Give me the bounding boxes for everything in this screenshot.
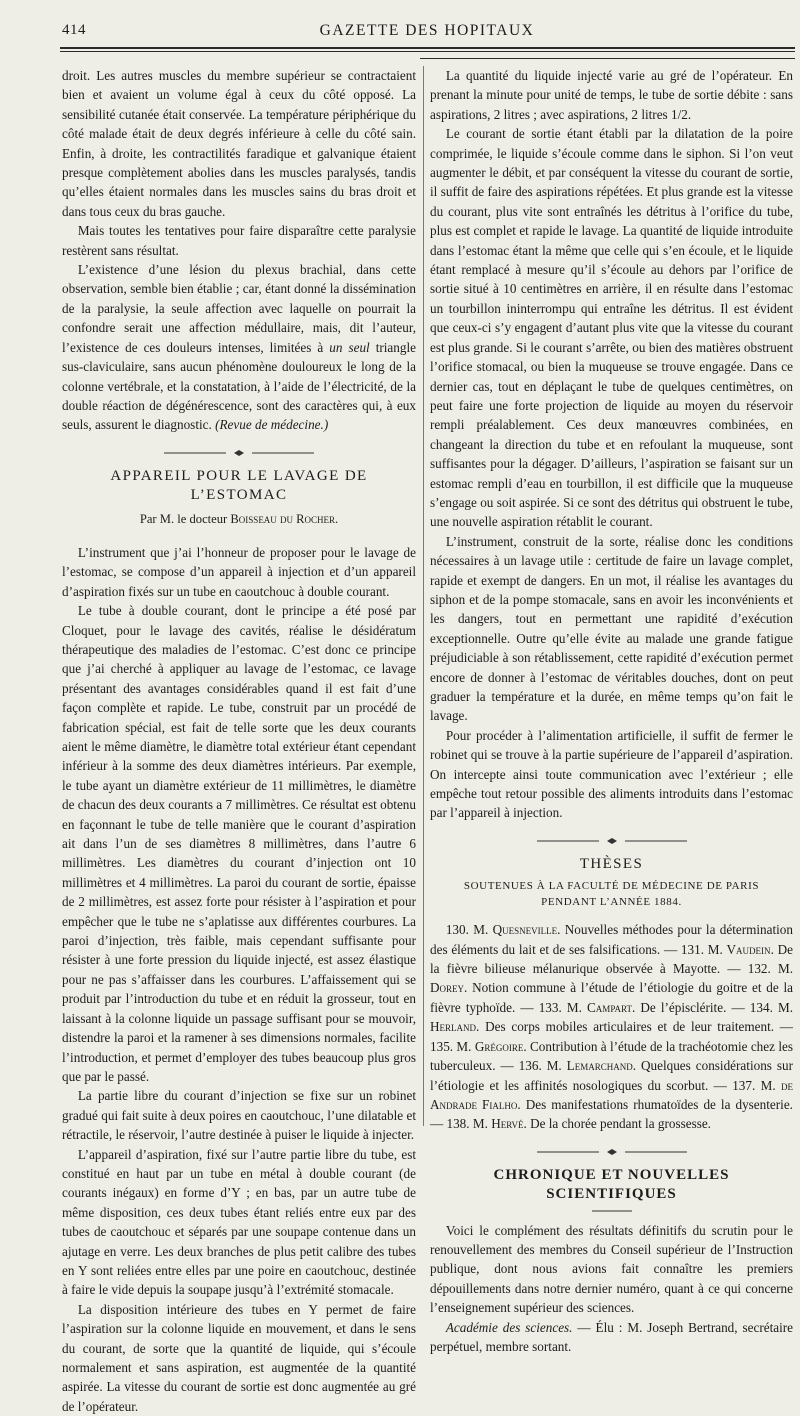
thesis-entry: 133. M. Campart. De l’épisclérite. —: [538, 999, 750, 1015]
thesis-number: 138.: [446, 1116, 470, 1132]
thesis-author: de Andrade Fialho: [430, 1077, 793, 1112]
column-separator: [423, 66, 424, 1126]
thesis-entry: 135. M. Grégoire. Contribution à l’étude de la trachéotomie chez les tuberculeux. —: [430, 1038, 793, 1074]
right-column: [430, 66, 793, 1356]
thesis-author: Hervé: [491, 1116, 524, 1132]
thesis-author: Vaudein: [726, 941, 771, 957]
header-rule-thin: [60, 51, 795, 52]
article-title: APPAREIL POUR LE LAVAGE DE L’ESTOMAC: [110, 467, 368, 504]
thesis-number: 134.: [749, 999, 773, 1015]
thesis-title: . Contribution à l’étude de la trachéotomie chez les tuberculeux. —: [430, 1038, 793, 1074]
paragraph: Le courant de sortie étant établi par la dilatation de la poire comprimée, le liquide s’écoule comme dans le siphon. Si l’on veut augmenter le débit, et par conséquent la vitesse du courant de sortie, il suffit de faire des aspirations répétées. Et plus grande est la vitesse du courant, plus vite sont entraînés les détritus à l’orifice du tube, plus est complet et rapide le lavage. La quantité de liquide introduite dans l’estomac étant la même que celle qui s’en écoule, et le liquide étant remplacé à mesure qu’il s’écoule au dehors par l’orifice de sortie situé à 10 centimètres en arrière, il en résulte dans l’estomac un tourbillon ininterrompu qui entraîne les détritus. Il est évident que ceux-ci s’y engagent d’autant plus vite que la vitesse du courant est plus grande. Si le courant s’arrête, ou bien des matières obstruent l’orifice stomacal, ou bien la muqueuse se trouve engagée. Dans ce dernier cas, tout en déplaçant le tube de quelques centimètres, on peut faire une forte projection de liquide au moyen du réservoir rempli préalablement. Ces deux manœuvres combinées, en changeant la direction du tube et en refoulant la muqueuse, sont suffisantes pour la dégager. D’ailleurs, l’aspiration se faisant sur un estomac rempli d’eau en tourbillon, il est difficile que la muqueuse s’engage ou soit aspirée. Si ce sont des détritus qui obstruent le tube, une nouvelle aspiration rétablit le courant.: [430, 126, 793, 530]
thesis-title: . Des manifestations rhumatoïdes de la dysenterie. —: [430, 1096, 793, 1132]
thesis-title: . De la fièvre bilieuse mélanurique observée à Mayotte. —: [430, 941, 793, 977]
thesis-title: . De l’épisclérite. —: [631, 999, 750, 1015]
thesis-entry: 131. M. Vaudein. De la fièvre bilieuse mélanurique observée à Mayotte. —: [430, 941, 793, 977]
journal-title: GAZETTE DES HOPITAUX: [319, 22, 535, 39]
paragraph: La partie libre du courant d’injection se fixe sur un robinet gradué qui fait suite à deux poires en caoutchouc, l’une dilatable et rétractile, le réservoir, l’autre destinée à puiser le liquide à injecter.: [62, 1088, 416, 1143]
theses-subtitle: SOUTENUES À LA FACULTÉ DE MÉDECINE DE PARIS: [463, 880, 760, 893]
paragraph: Voici le complément des résultats définitifs du scrutin pour le renouvellement des membres du Conseil supérieur de l’Instruction publique, dont nous avions fait connaître les premiers dépouillements dans notre dernier numéro, quant à ce qui concerne l’enseignement supérieur des sciences.: [430, 1222, 793, 1316]
thesis-author: Grégoire: [474, 1038, 524, 1054]
thesis-entry: 137. M. de Andrade Fialho. Des manifestations rhumatoïdes de la dysenterie. —: [430, 1077, 793, 1132]
thesis-title: . Quelques considérations sur l’étiologie et les affinités nosologiques du scorbut. —: [430, 1058, 793, 1093]
paragraph: L’existence d’une lésion du plexus brachial, dans cette observation, semble bien établie ; car, étant donné la dissémination de la paralysie, la seule affection avec laquelle on pourrait la confondre serait une affection médullaire, mais, dit l’auteur, l’existence de ces douleurs intenses, limitées à un seul triangle sus-claviculaire, sans aucun phénomène douloureux le long de la colonne vertébrale, et la constatation, à l’aide de l’électricité, de la double réaction de dégénérescence, sont des caractères qui, à eux seuls, assurent le diagnostic. (Revue de médecine.): [62, 262, 416, 433]
left-column: [62, 66, 416, 1416]
ornament-divider: [537, 1148, 687, 1156]
running-header: [62, 22, 792, 46]
thesis-entry: 132. M. Dorey. Notion commune à l’étude de l’étiologie du goitre et de la fièvre typhoïde. —: [430, 961, 793, 1015]
thesis-number: 133.: [538, 999, 562, 1015]
author-name: Boisseau du Rocher: [230, 511, 336, 526]
header-rule-right: [420, 58, 795, 59]
paragraph: L’appareil d’aspiration, fixé sur l’autre partie libre du tube, est constitué en haut par un tube en métal à double courant (de courants inégaux) en forme d’Y ; en bas, par un autre tube de même disposition, ces deux tubes étant reliés entre eux par des tubes de caoutchouc et séparés par une soupape contenue dans un ajutage en verre. Les deux branches de plus petit calibre des tubes en Y sont reliées entre elles par une poire en caoutchouc, destinée à faire le vide depuis la soupape jusqu’à l’extrémité stomacale.: [62, 1146, 416, 1298]
paragraph: Académie des sciences. — Élu : M. Joseph Bertrand, secrétaire perpétuel, membre sortant.: [430, 1319, 793, 1354]
thesis-author: Herland: [430, 1019, 477, 1035]
thesis-number: 136.: [518, 1058, 542, 1074]
thesis-author: Dorey: [430, 980, 465, 996]
source-citation: (Revue de médecine.): [215, 417, 329, 433]
thesis-entry: 134. M. Herland. Des corps mobiles articulaires et de leur traitement. —: [430, 999, 793, 1035]
theses-list: [430, 920, 793, 1133]
thesis-title: . Nouvelles méthodes pour la détermination des éléments du lait et de ses falsifications. —: [430, 922, 793, 957]
thesis-title: . Des corps mobiles articulaires et de leur traitement. —: [476, 1019, 793, 1035]
paragraph: Mais toutes les tentatives pour faire disparaître cette paralysie restèrent sans résultat.: [62, 223, 416, 258]
thesis-author: Lemarchand: [566, 1058, 633, 1074]
thesis-number: 132.: [747, 961, 771, 977]
theses-title: THÈSES: [579, 855, 644, 872]
ornament-divider: [537, 837, 687, 845]
thesis-entry: 138. M. Hervé. De la chorée pendant la grossesse.: [446, 1116, 711, 1132]
thesis-author: Quesneville: [492, 922, 558, 938]
paragraph: La quantité du liquide injecté varie au gré de l’opérateur. En prenant la minute pour unité de temps, le tube de sortie débite : sans aspirations, 2 litres ; avec aspirations, 2 litres 1/2.: [430, 68, 793, 122]
paragraph: droit. Les autres muscles du membre supérieur se contractaient bien et avaient un volume égal à ceux du côté opposé. La sensibilité cutanée était conservée. La température périphérique du côté malade était de deux degrés inférieure à celle du côté sain. Enfin, à droite, les contractilités faradique et galvanique étaient presque complètement abolies dans les muscles paralysés, tandis qu’elles étaient normales dans les muscles sains du bras droit et dans tous ceux du bras gauche.: [62, 68, 416, 219]
thesis-author: Campart: [587, 999, 632, 1015]
thesis-number: 135.: [430, 1038, 454, 1054]
thesis-title: . De la chorée pendant la grossesse.: [523, 1116, 711, 1132]
thesis-entry: 136. M. Lemarchand. Quelques considérations sur l’étiologie et les affinités nosologiques du scorbut. —: [430, 1058, 793, 1093]
thesis-entry: 130. M. Quesneville. Nouvelles méthodes pour la détermination des éléments du lait et de ses falsifications. —: [430, 922, 793, 957]
header-rule-thick: [60, 47, 795, 49]
thesis-number: 130.: [445, 922, 469, 938]
page-number: 414: [62, 22, 86, 38]
emphasis: un seul: [329, 339, 370, 355]
paragraph: La disposition intérieure des tubes en Y permet de faire l’aspiration sur la colonne liquide en mouvement, et dans le sens du courant, de sorte que la quantité de liquide, qui s’écoule normalement et sans aspiration, est augmentée de la quantité aspirée. La vitesse du courant de sortie est donc augmentée au gré de l’opérateur.: [62, 1301, 416, 1414]
paragraph: L’instrument que j’ai l’honneur de proposer pour le lavage de l’estomac, se compose d’un appareil à injection et d’un appareil d’aspiration fixés sur un tube en caoutchouc à double courant.: [62, 544, 416, 599]
article-byline: Par M. le docteur Boisseau du Rocher.: [139, 511, 339, 526]
thesis-number: 131.: [680, 941, 704, 957]
thesis-number: 137.: [732, 1077, 756, 1093]
thesis-title: . Notion commune à l’étude de l’étiologie du goitre et de la fièvre typhoïde. —: [430, 980, 793, 1015]
paragraph: L’instrument, construit de la sorte, réalise donc les conditions nécessaires à un lavage utile : certitude de faire un lavage complet, rapide et exempt de dangers. En un mot, il réalise les avantages du siphon et de la pompe stomacale, sans en avoir les inconvénients et les dangers, tout en permettant une rapidité d’exécution exceptionnelle. Outre qu’elle évite au malade une grande fatigue préjudiciable à son rétablissement, cette rapidité d’exécution permet encore de donner à l’estomac de véritables douches, dont on peut graduer la température et la durée, en même temps qu’on fait le lavage.: [430, 533, 793, 724]
theses-year: PENDANT L’ANNÉE 1884.: [541, 896, 682, 909]
section-label: Académie des sciences.: [445, 1319, 573, 1335]
chronique-title: CHRONIQUE ET NOUVELLES SCIENTIFIQUES: [493, 1166, 730, 1203]
ornament-divider: [164, 449, 314, 457]
paragraph: Le tube à double courant, dont le principe a été posé par Cloquet, pour le lavage des cavités, réalise le désidératum thérapeutique des maladies de l’estomac. C’est donc ce principe que j’ai cherché à appliquer au lavage de l’estomac, ce lavage présentant des avantages considérables quand il est fait d’une façon complète et rapide. Le tube, construit par un procédé de fabrication spécial, est fait de telle sorte que les deux courants aient le même diamètre, le diamètre total extérieur étant cependant inférieur à la somme des deux diamètres intérieurs. Par exemple, le tube ayant un diamètre extérieur de 11 millimètres, le diamètre de chacun des deux courants a 7 millimètres. Ce résultat est obtenu en façonnant le tube de telle manière que le courant d’aspiration ait dans l’un de ses diamètres 8 millimètres, dans l’autre 6 millimètres. Les diamètres du courant d’injection ont 10 millimètres et 4 millimètres. La paroi du courant de sortie, épaisse de 2 millimètres, est assez forte pour résister à l’aspiration et pour empêcher que le tube ne s’aplatisse aux différentes courbures. La paroi d’injection, très faible, mais cependant suffisante pour résister à une forte pression du liquide injecté, est assez élastique pour ne pas s’affaisser dans les courbures. L’affaissement qui se produit par l’introduction du tube et en réduit la grosseur, tout en laissant à la colonne liquide un passage suffisant pour se mouvoir, distendre la paroi et la ramener à ses dimensions normales, facilite l’introduction, et permet d’employer des tubes beaucoup plus gros que par le passé.: [62, 603, 416, 1084]
short-rule: [592, 1209, 632, 1213]
paragraph: Pour procéder à l’alimentation artificielle, il suffit de fermer le robinet qui se trouve à la partie supérieure de l’appareil d’aspiration. On intercepte ainsi toute communication avec l’extérieur ; elle empêche tout retour possible des aliments introduits dans l’estomac par l’appareil à injection.: [430, 727, 793, 821]
